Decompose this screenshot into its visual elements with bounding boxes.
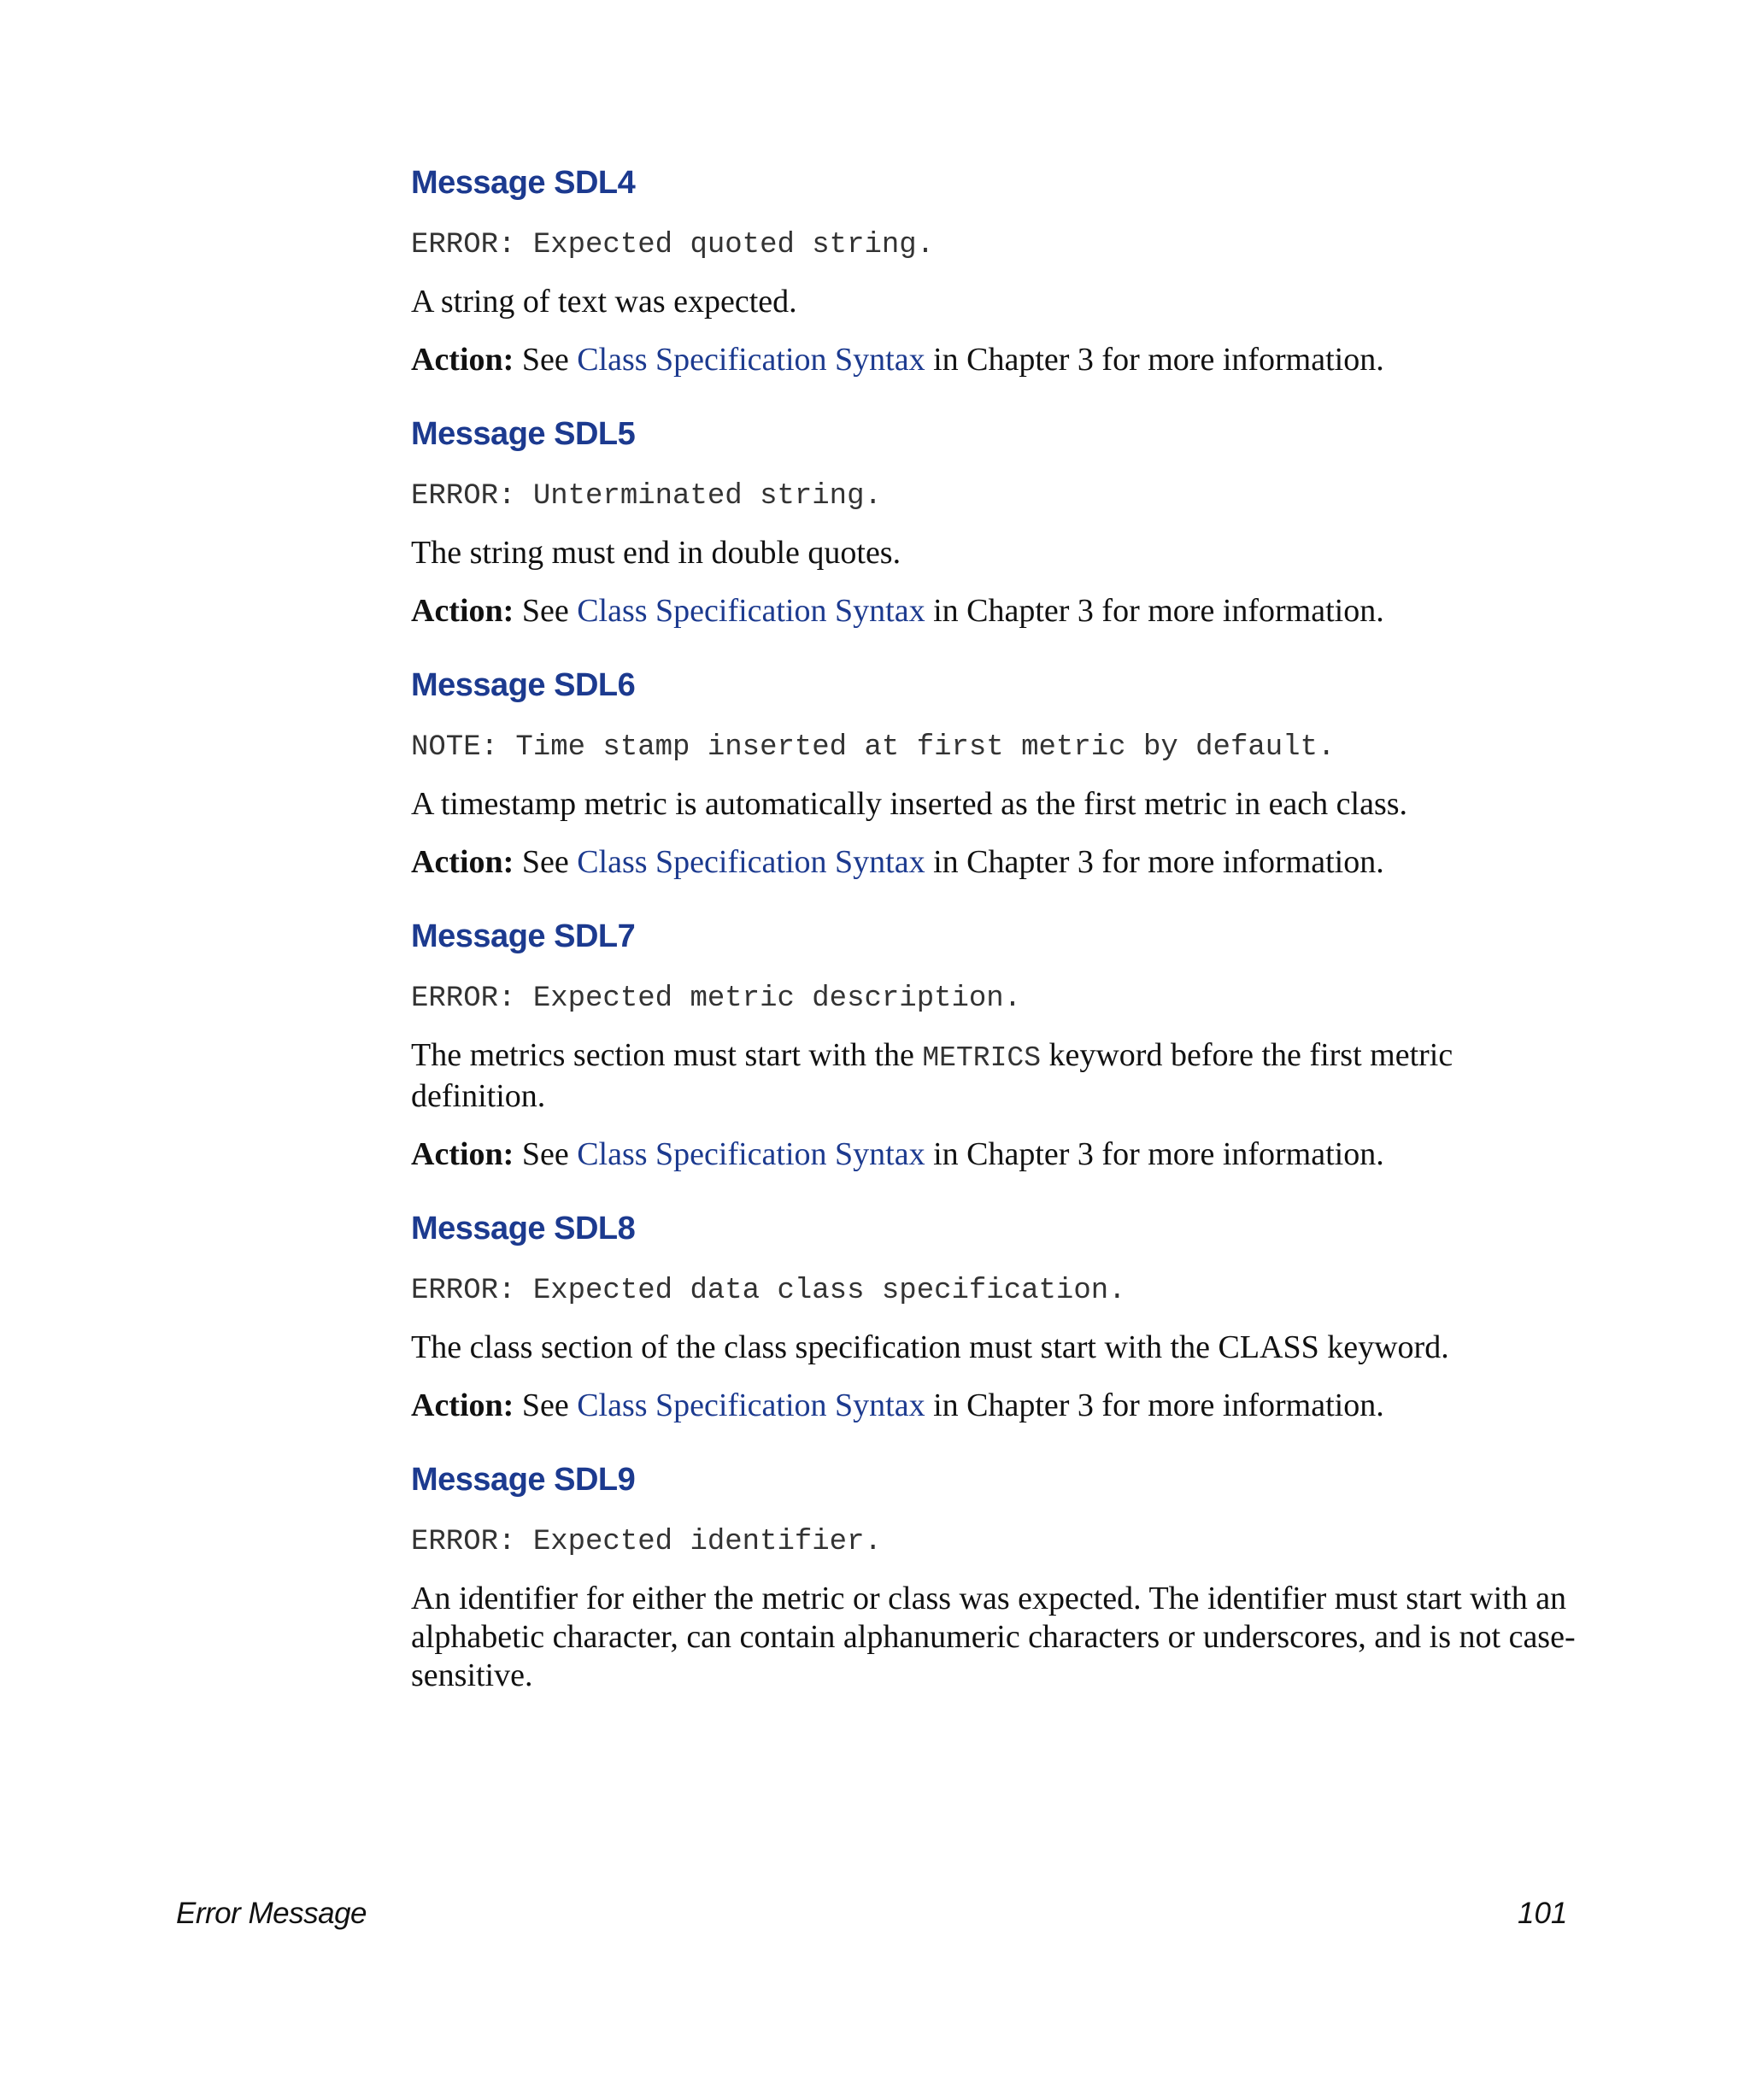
footer-section-title: Error Message: [176, 1897, 367, 1930]
footer-page-number: 101: [1518, 1897, 1568, 1930]
message-heading: Message SDL7: [411, 918, 636, 954]
message-description: The class section of the class specification must start with the CLASS keyword.: [411, 1329, 1449, 1365]
action-post-text: in Chapter 3 for more information.: [925, 342, 1384, 378]
message-description: A string of text was expected.: [411, 284, 797, 320]
class-specification-syntax-link[interactable]: Class Specification Syntax: [577, 844, 925, 880]
class-specification-syntax-link[interactable]: Class Specification Syntax: [577, 593, 925, 629]
message-heading: Message SDL5: [411, 416, 636, 452]
message-heading: Message SDL8: [411, 1211, 636, 1247]
action-pre-text: See: [514, 342, 578, 378]
message-description: The string must end in double quotes.: [411, 535, 901, 571]
message-heading: Message SDL4: [411, 165, 636, 201]
message-code: NOTE: Time stamp inserted at first metric by default.: [411, 731, 1336, 764]
description-text: The metrics section must start with the: [411, 1037, 923, 1073]
metrics-keyword: METRICS: [922, 1042, 1041, 1074]
message-block: [411, 665, 1590, 882]
action-label: Action:: [411, 342, 514, 378]
message-code: ERROR: Expected metric description.: [411, 983, 1022, 1015]
message-block: [411, 162, 1590, 379]
message-description: An identifier for either the metric or class was expected. The identifier must start with an alphabetic character, can contain alphanumeric characters or underscores, and is not case-sensitive.: [411, 1581, 1576, 1693]
action-label: Action:: [411, 844, 514, 880]
action-label: Action:: [411, 1387, 514, 1423]
action-pre-text: See: [514, 844, 578, 880]
class-specification-syntax-link[interactable]: Class Specification Syntax: [577, 1387, 925, 1423]
message-heading: Message SDL9: [411, 1462, 636, 1498]
message-block: [411, 1459, 1590, 1695]
message-code: ERROR: Expected data class specification.: [411, 1275, 1126, 1307]
action-pre-text: See: [514, 1387, 578, 1423]
action-post-text: in Chapter 3 for more information.: [925, 1387, 1384, 1423]
message-code: ERROR: Expected identifier.: [411, 1526, 882, 1558]
action-post-text: in Chapter 3 for more information.: [925, 1136, 1384, 1172]
action-post-text: in Chapter 3 for more information.: [925, 593, 1384, 629]
message-list: [411, 162, 1590, 1695]
message-block: [411, 414, 1590, 631]
message-block: [411, 916, 1590, 1174]
message-action: [411, 341, 1590, 379]
message-action: [411, 843, 1590, 882]
message-code: ERROR: Unterminated string.: [411, 480, 882, 513]
action-label: Action:: [411, 593, 514, 629]
class-specification-syntax-link[interactable]: Class Specification Syntax: [577, 1136, 925, 1172]
message-description: [411, 1036, 1590, 1116]
message-action: [411, 592, 1590, 631]
action-label: Action:: [411, 1136, 514, 1172]
message-action: [411, 1387, 1590, 1425]
action-post-text: in Chapter 3 for more information.: [925, 844, 1384, 880]
action-pre-text: See: [514, 593, 578, 629]
message-action: [411, 1135, 1590, 1174]
action-pre-text: See: [514, 1136, 578, 1172]
message-block: [411, 1208, 1590, 1425]
description-text: keyword before the first metric definition.: [411, 1037, 1453, 1114]
message-code: ERROR: Expected quoted string.: [411, 229, 935, 261]
message-heading: Message SDL6: [411, 667, 636, 703]
message-description: A timestamp metric is automatically inserted as the first metric in each class.: [411, 786, 1408, 822]
class-specification-syntax-link[interactable]: Class Specification Syntax: [577, 342, 925, 378]
